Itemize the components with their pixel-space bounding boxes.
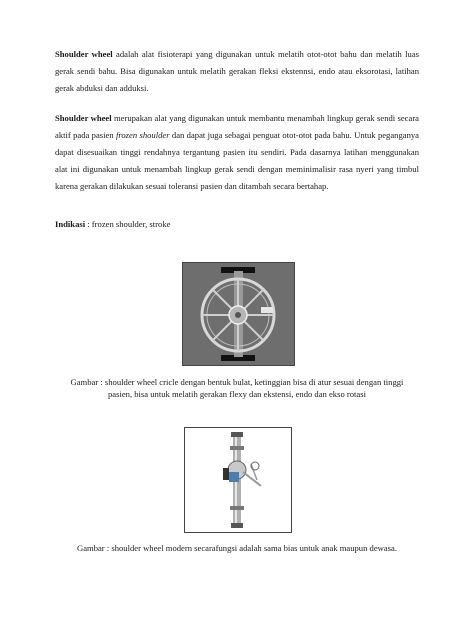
term-indikasi: Indikasi	[55, 219, 86, 229]
shoulder-wheel-circle-illustration	[183, 263, 294, 365]
figure-caption-1-line-1: Gambar : shoulder wheel cricle dengan bentuk bulat, ketinggian bisa di atur sesuai dengan tinggi	[70, 377, 404, 387]
paragraph-indication	[55, 216, 419, 233]
paragraph-indication-text: : frozen shoulder, stroke	[85, 219, 171, 229]
paragraph-definition	[55, 46, 419, 97]
term-shoulder-wheel: Shoulder wheel	[55, 49, 113, 59]
paragraph-definition-text: adalah alat fisioterapi yang digunakan untuk melatih otot-otot bahu dan melatih luas gerak sendi bahu. Bisa digunakan untuk melatih gerakan fleksi ekstennsi, endo atau eksorotasi, latihan gerak abduksi dan adduksi.	[55, 49, 419, 93]
figure-caption-1	[40, 377, 434, 400]
figure-caption-1-line-2: pasien, bisa untuk melatih gerakan flexy dan ekstensi, endo dan ekso rotasi	[108, 388, 366, 399]
term-shoulder-wheel-2: Shoulder wheel	[55, 113, 112, 123]
italic-frozen-shoulder: frozen shoulder	[115, 130, 170, 140]
paragraph-description-text-a: merupakan alat yang digunakan untuk membantu menambah lingkup gerak sendi secara aktif pada pasien	[55, 113, 419, 140]
shoulder-wheel-modern-illustration	[185, 428, 291, 532]
paragraph-description-text-b: dan dapat juga sebagai penguat otot-otot pada bahu. Untuk peganganya dapat disesuaikan tinggi rendahnya tergantung pasien itu sendiri. Pada dasarnya latihan menggunakan alat ini digunakan untuk menambah lingkup gerak sendi dengan meminimalisir rasa nyeri yang timbul karena gerakan dilakukan sesuai toleransi pasien dan ditambah secara bertahap.	[55, 130, 419, 191]
paragraph-description	[55, 110, 419, 195]
figure-caption-2: Gambar : shoulder wheel modern secarafungsi adalah sama bias untuk anak maupun dewasa.	[76, 543, 397, 553]
shoulder-wheel-modern-image	[184, 427, 292, 533]
shoulder-wheel-circle-image	[182, 262, 295, 366]
